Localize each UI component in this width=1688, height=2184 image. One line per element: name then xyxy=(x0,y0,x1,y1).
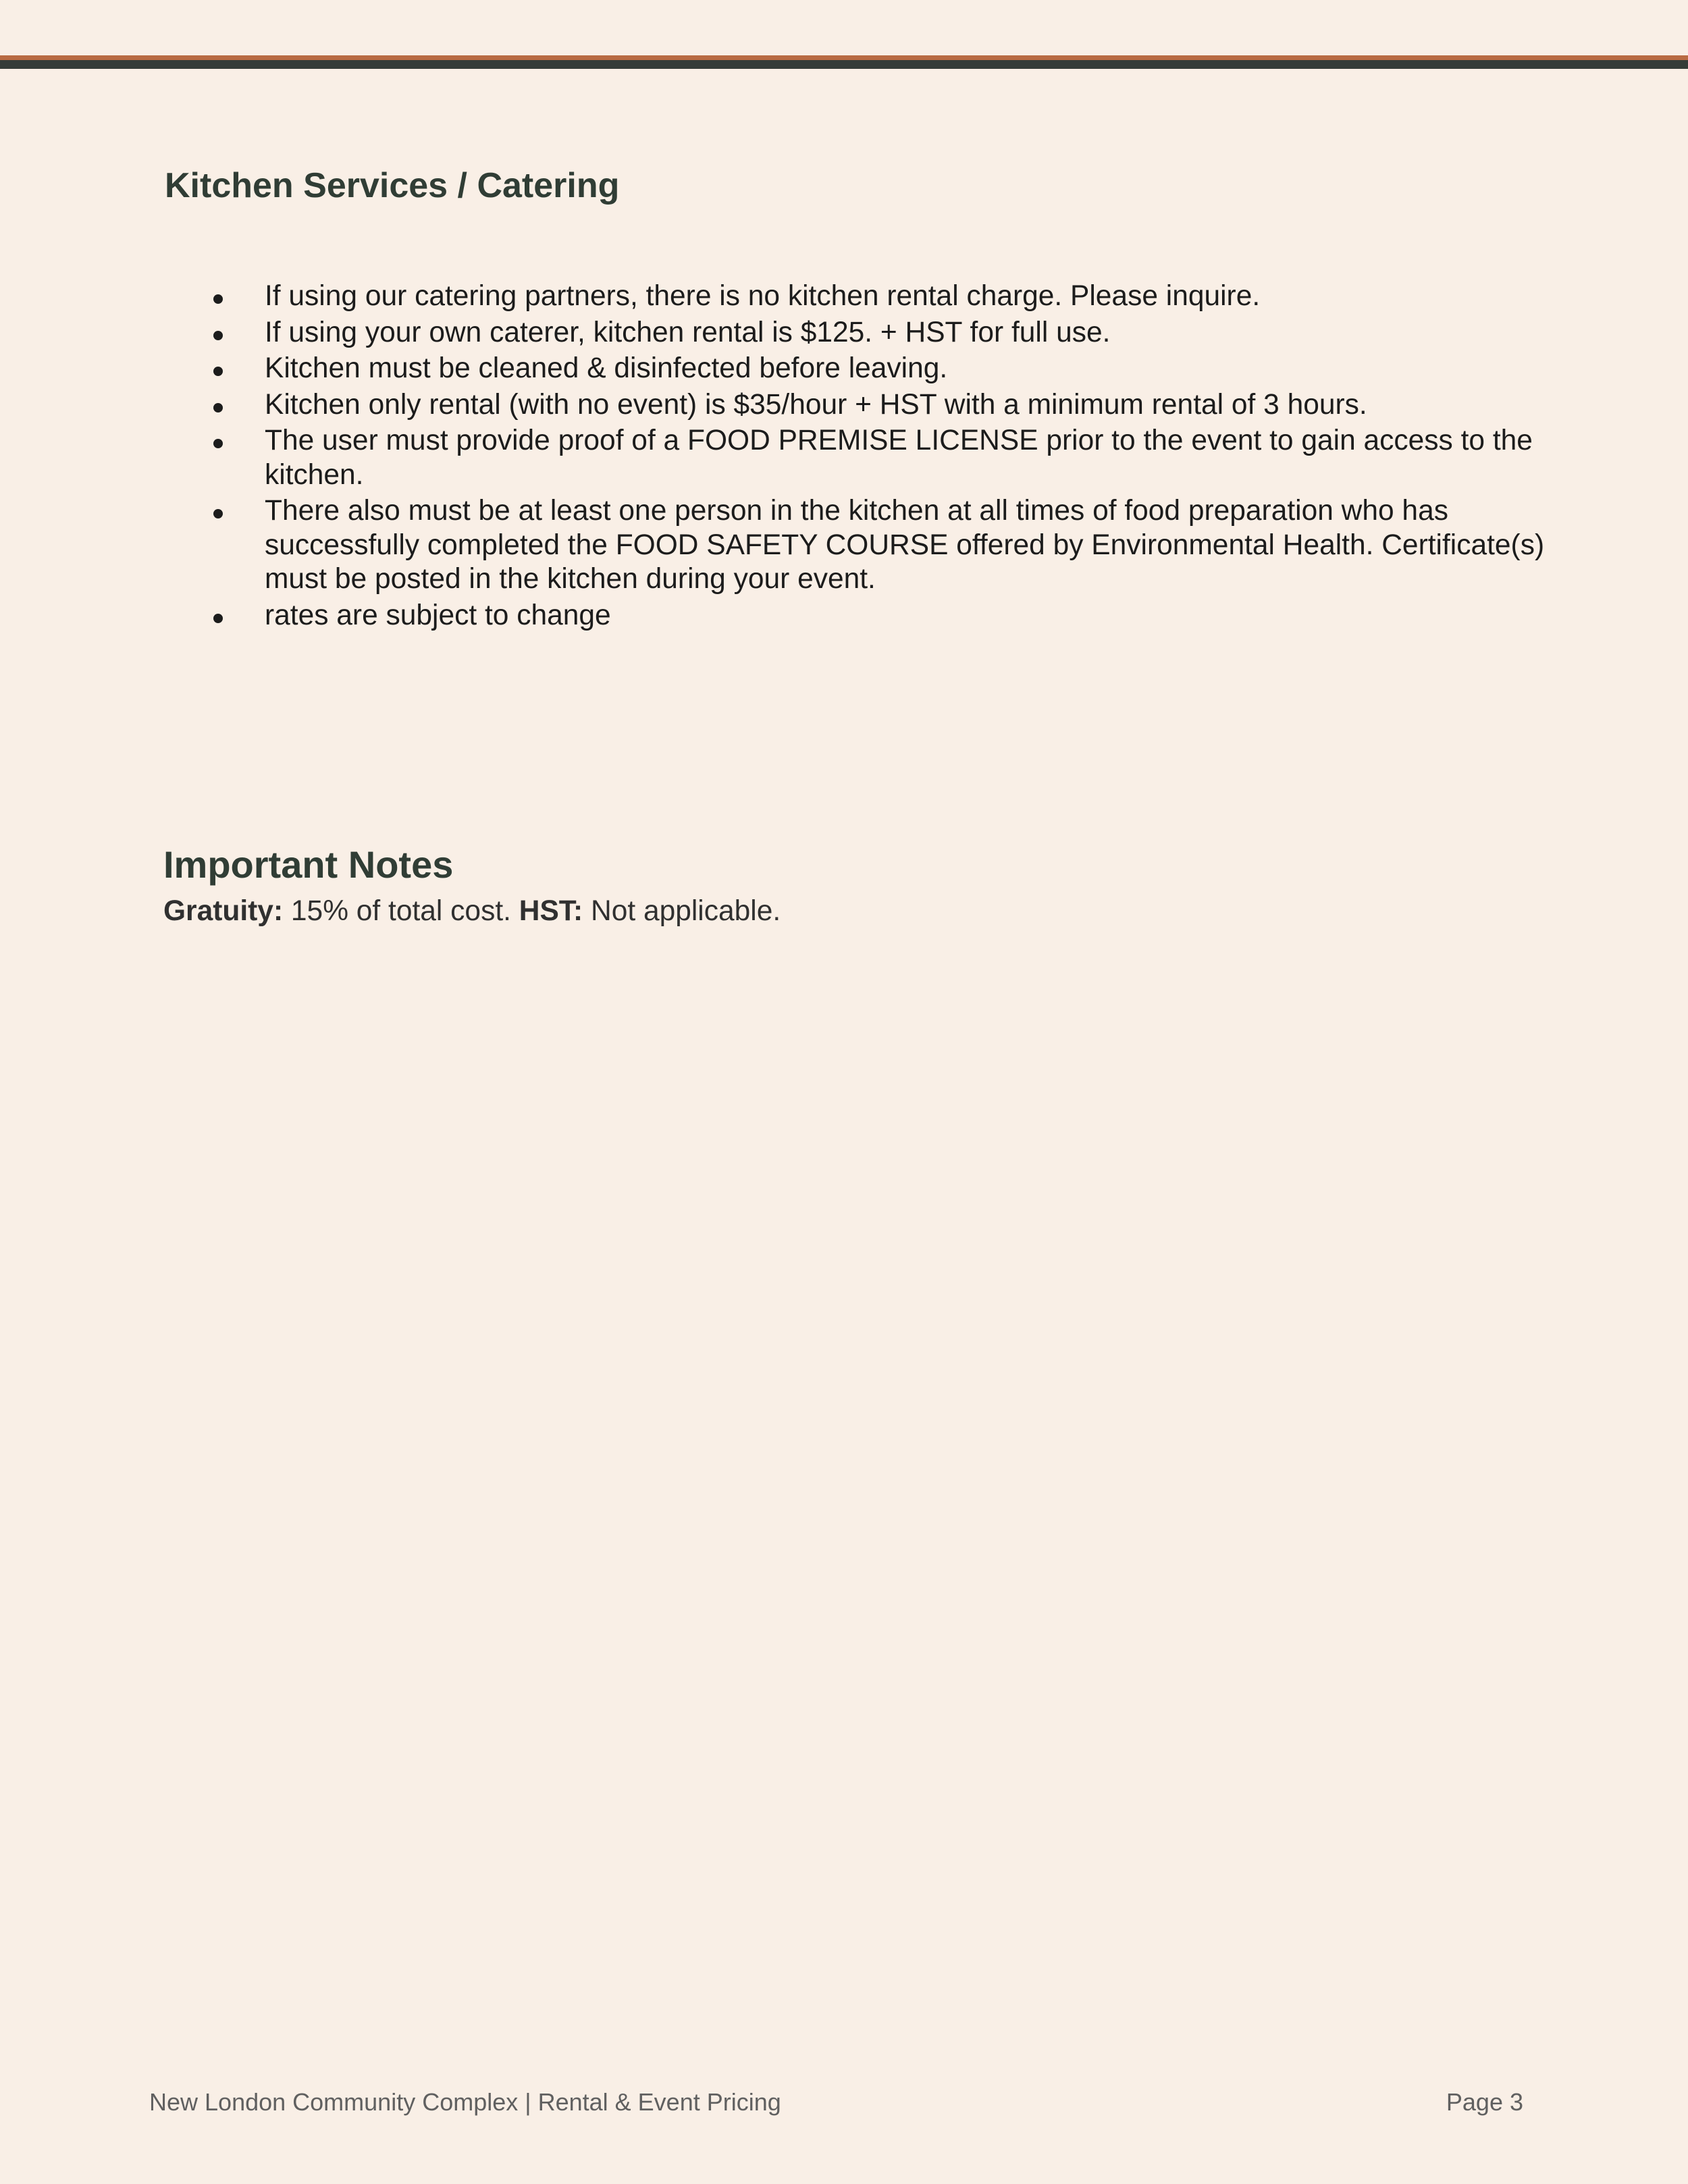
list-item-text: There also must be at least one person in the kitchen at all times of food preparation who has successfully completed the FOOD SAFETY COURSE offered by Environmental Health. Certificate(s) must be posted in the kitchen during your event. xyxy=(265,495,1545,595)
kitchen-section-title: Kitchen Services / Catering xyxy=(165,166,620,205)
footer-page-number: Page 3 xyxy=(1446,2088,1523,2116)
header-dark-rule xyxy=(0,60,1688,69)
bullet-icon xyxy=(213,614,223,623)
bullet-icon xyxy=(213,331,223,340)
footer-document-title: New London Community Complex | Rental & Event Pricing xyxy=(149,2088,781,2116)
list-item xyxy=(162,388,1546,423)
bullet-icon xyxy=(213,509,223,518)
list-item xyxy=(162,352,1546,386)
gratuity-value: 15% of total cost. xyxy=(290,895,511,927)
list-item xyxy=(162,424,1546,492)
notes-text xyxy=(163,891,781,932)
bullet-icon xyxy=(213,403,223,412)
bullet-icon xyxy=(213,294,223,304)
hst-value: Not applicable. xyxy=(591,895,781,927)
gratuity-label: Gratuity: xyxy=(163,895,284,927)
list-item-text: If using your own caterer, kitchen rental is $125. + HST for full use. xyxy=(265,316,1111,348)
bullet-icon xyxy=(213,439,223,448)
list-item-text: The user must provide proof of a FOOD PREMISE LICENSE prior to the event to gain access to the kitchen. xyxy=(265,425,1533,491)
list-item-text: rates are subject to change xyxy=(265,599,611,631)
list-item-text: If using our catering partners, there is no kitchen rental charge. Please inquire. xyxy=(265,280,1261,312)
important-notes-title: Important Notes xyxy=(163,843,454,886)
list-item xyxy=(162,599,1546,633)
list-item-text: Kitchen only rental (with no event) is $35/hour + HST with a minimum rental of 3 hours. xyxy=(265,388,1367,421)
list-item xyxy=(162,279,1546,314)
bullet-icon xyxy=(213,367,223,376)
kitchen-bullet-list xyxy=(162,279,1546,635)
list-item-text: Kitchen must be cleaned & disinfected before leaving. xyxy=(265,352,948,384)
header-accent-rule xyxy=(0,55,1688,60)
list-item xyxy=(162,316,1546,350)
hst-label: HST: xyxy=(519,895,583,927)
list-item xyxy=(162,494,1546,597)
